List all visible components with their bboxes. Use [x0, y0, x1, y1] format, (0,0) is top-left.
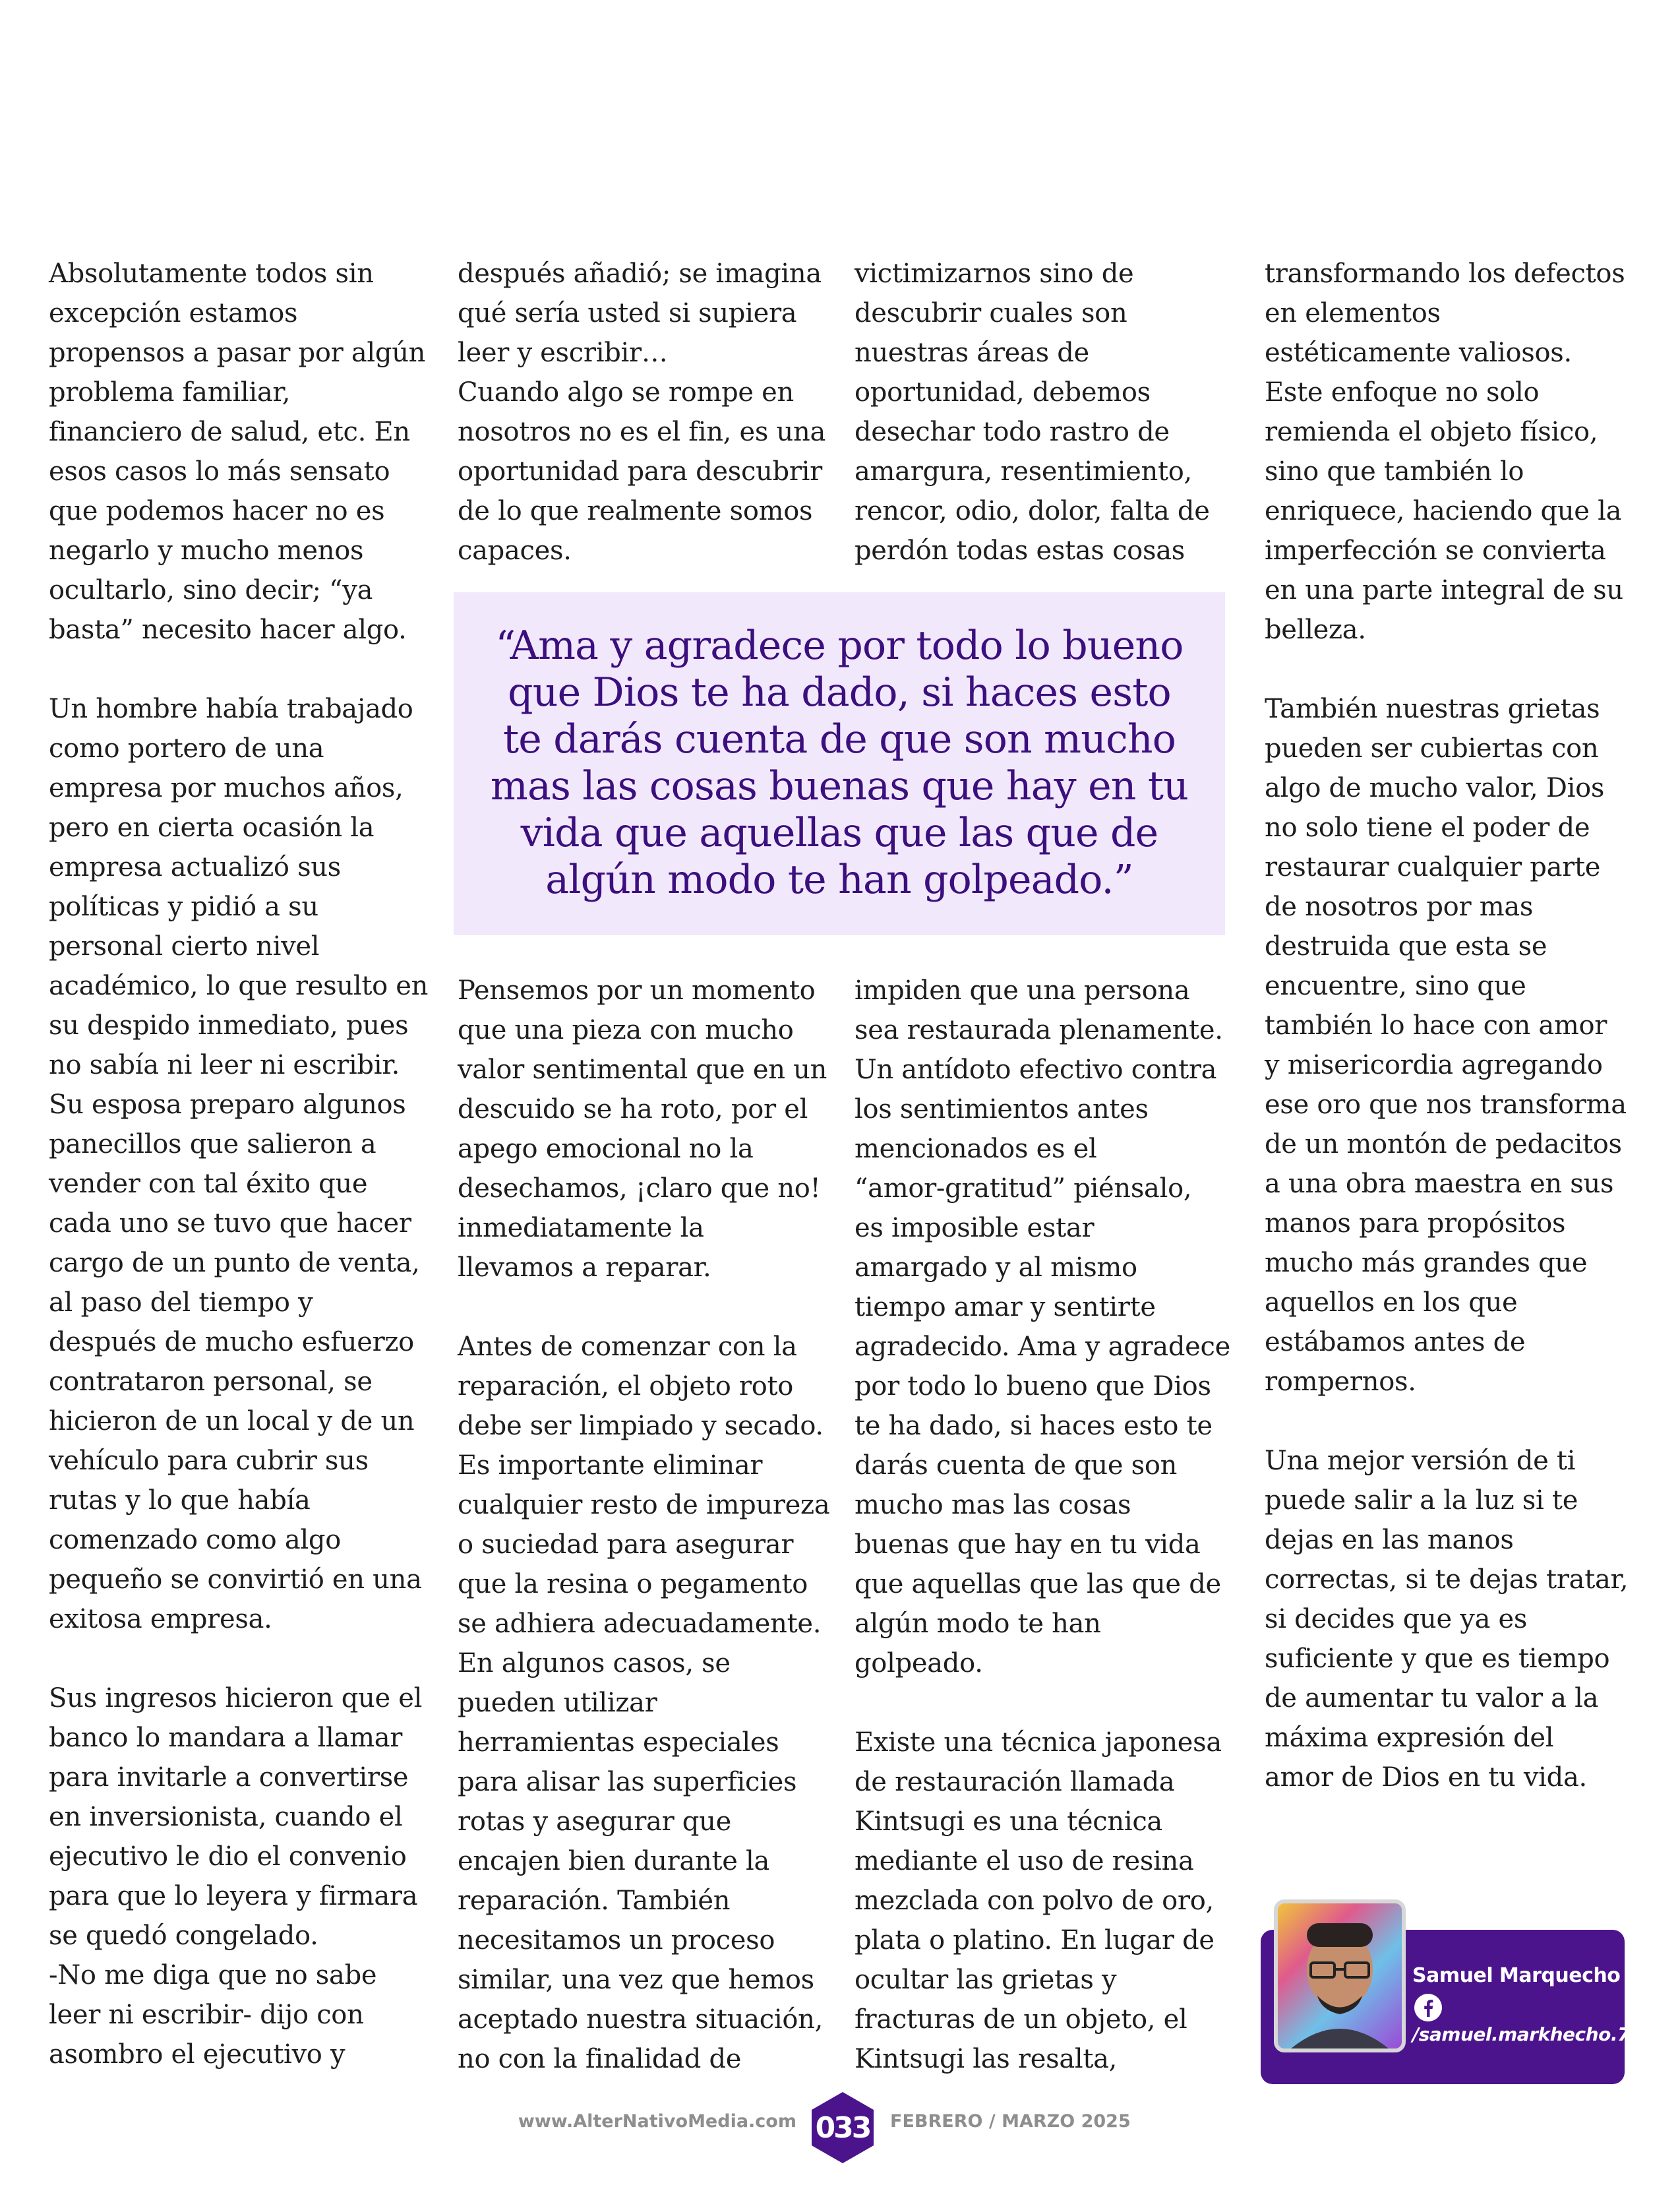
text-line: victimizarnos sino de — [855, 259, 1134, 289]
text-line: rotas y asegurar que — [458, 1806, 731, 1837]
text-line: Absolutamente todos sin — [49, 259, 374, 289]
text-line: restaurar cualquier parte — [1265, 852, 1601, 882]
text-line: darás cuenta de que son — [855, 1450, 1178, 1481]
text-line: Kintsugi es una técnica — [855, 1806, 1162, 1837]
text-line: pero en cierta ocasión la — [49, 813, 375, 843]
text-line: panecillos que salieron a — [49, 1129, 376, 1159]
paragraph — [1265, 689, 1640, 1402]
text-line: reparación, el objeto roto — [458, 1371, 794, 1402]
text-line: se adhiera adecuadamente. — [458, 1609, 822, 1639]
text-line: correctas, si te dejas tratar, — [1265, 1564, 1629, 1595]
text-line: para que lo leyera y firmara — [49, 1881, 418, 1911]
text-line: rencor, odio, dolor, falta de — [855, 496, 1210, 526]
text-line: descubrir cuales son — [855, 298, 1127, 328]
article-column-2-bottom — [458, 971, 833, 2079]
facebook-icon[interactable] — [1414, 1993, 1443, 2022]
text-line: exitosa empresa. — [49, 1604, 272, 1634]
text-line: después añadió; se imagina — [458, 259, 822, 289]
text-line: ocultar las grietas y — [855, 1965, 1117, 1995]
text-line: nuestras áreas de — [855, 338, 1089, 368]
text-line: vender con tal éxito que — [49, 1169, 368, 1199]
text-line: te darás cuenta de que son mucho — [502, 716, 1176, 762]
paragraph — [49, 254, 425, 650]
author-avatar — [1274, 1899, 1406, 2052]
text-line: de nosotros por mas — [1265, 892, 1534, 922]
text-line: mezclada con polvo de oro, — [855, 1886, 1214, 1916]
text-line: o suciedad para asegurar — [458, 1529, 794, 1560]
text-line: que aquellas que las que de — [855, 1569, 1221, 1599]
text-line: En algunos casos, se — [458, 1648, 731, 1679]
text-line: mucho mas las cosas — [855, 1490, 1131, 1520]
text-line: encajen bien durante la — [458, 1846, 770, 1876]
text-line: y misericordia agregando — [1265, 1050, 1603, 1080]
text-line: hicieron de un local y de un — [49, 1406, 415, 1436]
text-line: propensos a pasar por algún — [49, 338, 426, 368]
text-line: asombro el ejecutivo y — [49, 2039, 345, 2070]
text-line: algo de mucho valor, Dios — [1265, 773, 1605, 803]
text-line: tiempo amar y sentirte — [855, 1292, 1156, 1322]
text-line: mencionados es el — [855, 1134, 1097, 1164]
text-line: buenas que hay en tu vida — [855, 1529, 1201, 1560]
paragraph — [49, 689, 429, 1639]
text-line: apego emocional no la — [458, 1134, 754, 1164]
pull-quote-box — [454, 592, 1225, 935]
text-line: amargado y al mismo — [855, 1252, 1137, 1283]
text-line: personal cierto nivel — [49, 931, 320, 962]
text-line: pueden utilizar — [458, 1688, 657, 1718]
text-line: estábamos antes de — [1265, 1327, 1526, 1357]
text-line: a una obra maestra en sus — [1265, 1169, 1614, 1199]
text-line: “amor-gratitud” piénsalo, — [855, 1173, 1192, 1204]
text-line: te ha dado, si haces esto te — [855, 1411, 1213, 1441]
article-column-2-top — [458, 254, 833, 570]
text-line: destruida que esta se — [1265, 931, 1547, 962]
text-line: cada uno se tuvo que hacer — [49, 1208, 411, 1239]
article-column-4 — [1265, 254, 1640, 1797]
text-line: Es importante eliminar — [458, 1450, 763, 1481]
paragraph — [855, 1723, 1230, 2079]
text-line: Su esposa preparo algunos — [49, 1090, 406, 1120]
text-line: problema familiar, — [49, 377, 291, 408]
text-line: nosotros no es el fin, es una — [458, 417, 825, 447]
issue-date: FEBRERO / MARZO 2025 — [890, 2111, 1131, 2132]
text-line: que Dios te ha dado, si haces esto — [508, 669, 1171, 716]
footer-website[interactable]: www.AlterNativoMedia.com — [518, 2111, 796, 2132]
text-line: comenzado como algo — [49, 1525, 342, 1555]
paragraph — [458, 971, 833, 1287]
text-line: pueden ser cubiertas con — [1265, 733, 1599, 764]
text-line: mediante el uso de resina — [855, 1846, 1194, 1876]
text-line: leer ni escribir- dijo con — [49, 2000, 364, 2030]
text-line: en una parte integral de su — [1265, 575, 1623, 605]
text-line: Una mejor versión de ti — [1265, 1446, 1576, 1476]
author-name: Samuel Marquecho — [1412, 1964, 1621, 1987]
article-column-3-top — [855, 254, 1230, 570]
text-line: empresa actualizó sus — [49, 852, 341, 882]
text-line: excepción estamos — [49, 298, 298, 328]
paragraph — [1265, 1441, 1640, 1797]
text-line: llevamos a reparar. — [458, 1252, 711, 1283]
text-line: valor sentimental que en un — [458, 1055, 827, 1085]
text-line: -No me diga que no sabe — [49, 1960, 377, 1990]
text-line: después de mucho esfuerzo — [49, 1327, 414, 1357]
text-line: en inversionista, cuando el — [49, 1802, 403, 1832]
text-line: manos para propósitos — [1265, 1208, 1566, 1239]
text-line: enriquece, haciendo que la — [1265, 496, 1622, 526]
text-line: que la resina o pegamento — [458, 1569, 808, 1599]
text-line: Sus ingresos hicieron que el — [49, 1683, 423, 1713]
text-line: contrataron personal, se — [49, 1367, 373, 1397]
text-line: no sabía ni leer ni escribir. — [49, 1050, 400, 1080]
text-line: es imposible estar — [855, 1213, 1095, 1243]
text-line: ese oro que nos transforma — [1265, 1090, 1627, 1120]
text-line: remienda el objeto físico, — [1265, 417, 1598, 447]
text-line: impiden que una persona — [855, 975, 1190, 1006]
text-line: leer y escribir… — [458, 338, 668, 368]
paragraph — [1265, 254, 1640, 650]
text-line: Un antídoto efectivo contra — [855, 1055, 1217, 1085]
author-social-handle[interactable]: /samuel.markhecho.77 — [1412, 2023, 1642, 2045]
text-line: similar, una vez que hemos — [458, 1965, 814, 1995]
text-line: no solo tiene el poder de — [1265, 813, 1590, 843]
text-line: Este enfoque no solo — [1265, 377, 1540, 408]
paragraph — [458, 254, 833, 570]
text-line: de aumentar tu valor a la — [1265, 1683, 1599, 1713]
text-line: que podemos hacer no es — [49, 496, 385, 526]
text-line: Cuando algo se rompe en — [458, 377, 794, 408]
text-line: su despido inmediato, pues — [49, 1010, 409, 1041]
paragraph — [49, 1679, 425, 2074]
text-line: Pensemos por un momento — [458, 975, 816, 1006]
text-line: descuido se ha roto, por el — [458, 1094, 808, 1124]
text-line: máxima expresión del — [1265, 1723, 1554, 1753]
text-line: desechar todo rastro de — [855, 417, 1170, 447]
text-line: oportunidad, debemos — [855, 377, 1151, 408]
text-line: en elementos — [1265, 298, 1441, 328]
text-line: también lo hace con amor — [1265, 1010, 1607, 1041]
text-line: qué sería usted si supiera — [458, 298, 797, 328]
text-line: aquellos en los que — [1265, 1287, 1518, 1318]
text-line: golpeado. — [855, 1648, 983, 1679]
text-line: ocultarlo, sino decir; “ya — [49, 575, 373, 605]
text-line: fracturas de un objeto, el — [855, 2004, 1187, 2035]
text-line: académico, lo que resulto en — [49, 971, 429, 1001]
text-line: aceptado nuestra situación, — [458, 2004, 823, 2035]
article-column-1 — [49, 254, 429, 2074]
text-line: mucho más grandes que — [1265, 1248, 1588, 1278]
text-line: estéticamente valiosos. — [1265, 338, 1572, 368]
text-line: por todo lo bueno que Dios — [855, 1371, 1211, 1402]
text-line: desechamos, ¡claro que no! — [458, 1173, 821, 1204]
page-number: 033 — [815, 2110, 870, 2145]
pull-quote-text — [454, 623, 1225, 904]
text-line: transformando los defectos — [1265, 259, 1625, 289]
text-line: amor de Dios en tu vida. — [1265, 1762, 1587, 1793]
paragraph — [458, 1327, 833, 2079]
text-line: basta” necesito hacer algo. — [49, 615, 407, 645]
text-line: También nuestras grietas — [1265, 694, 1600, 724]
text-line: ejecutivo le dio el convenio — [49, 1841, 407, 1872]
text-line: para alisar las superficies — [458, 1767, 797, 1797]
paragraph — [855, 254, 1230, 570]
text-line: algún modo te han golpeado.” — [545, 857, 1133, 903]
text-line: herramientas especiales — [458, 1727, 779, 1758]
text-line: pequeño se convirtió en una — [49, 1564, 422, 1595]
text-line: financiero de salud, etc. En — [49, 417, 410, 447]
text-line: amargura, resentimiento, — [855, 456, 1192, 487]
text-line: reparación. También — [458, 1886, 731, 1916]
text-line: sea restaurada plenamente. — [855, 1015, 1223, 1045]
text-line: capaces. — [458, 536, 572, 566]
text-line: “Ama y agradece por todo lo bueno — [495, 623, 1184, 669]
text-line: encuentre, sino que — [1265, 971, 1526, 1001]
text-line: imperfección se convierta — [1265, 536, 1606, 566]
text-line: plata o platino. En lugar de — [855, 1925, 1215, 1956]
text-line: belleza. — [1265, 615, 1366, 645]
article-column-3-bottom — [855, 971, 1230, 2079]
text-line: no con la finalidad de — [458, 2044, 742, 2074]
text-line: perdón todas estas cosas — [855, 536, 1185, 566]
text-line: mas las cosas buenas que hay en tu — [490, 763, 1189, 809]
paragraph — [855, 971, 1230, 1683]
text-line: puede salir a la luz si te — [1265, 1485, 1578, 1516]
text-line: agradecido. Ama y agradece — [855, 1332, 1230, 1362]
text-line: debe ser limpiado y secado. — [458, 1411, 824, 1441]
text-line: sino que también lo — [1265, 456, 1524, 487]
text-line: esos casos lo más sensato — [49, 456, 390, 487]
text-line: de lo que realmente somos — [458, 496, 813, 526]
text-line: se quedó congelado. — [49, 1921, 318, 1951]
text-line: Kintsugi las resalta, — [855, 2044, 1118, 2074]
text-line: Un hombre había trabajado — [49, 694, 413, 724]
text-line: Antes de comenzar con la — [458, 1332, 797, 1362]
text-line: cualquier resto de impureza — [458, 1490, 830, 1520]
text-line: si decides que ya es — [1265, 1604, 1528, 1634]
text-line: Existe una técnica japonesa — [855, 1727, 1222, 1758]
text-line: banco lo mandara a llamar — [49, 1723, 403, 1753]
text-line: que una pieza con mucho — [458, 1015, 794, 1045]
text-line: vehículo para cubrir sus — [49, 1446, 369, 1476]
text-line: empresa por muchos años, — [49, 773, 404, 803]
text-line: dejas en las manos — [1265, 1525, 1514, 1555]
text-line: algún modo te han — [855, 1609, 1101, 1639]
text-line: de un montón de pedacitos — [1265, 1129, 1622, 1159]
text-line: políticas y pidió a su — [49, 892, 318, 922]
text-line: inmediatamente la — [458, 1213, 704, 1243]
text-line: de restauración llamada — [855, 1767, 1175, 1797]
text-line: oportunidad para descubrir — [458, 456, 823, 487]
text-line: para invitarle a convertirse — [49, 1762, 409, 1793]
text-line: rutas y lo que había — [49, 1485, 311, 1516]
text-line: suficiente y que es tiempo — [1265, 1644, 1610, 1674]
text-line: al paso del tiempo y — [49, 1287, 313, 1318]
text-line: vida que aquellas que las que de — [520, 810, 1158, 856]
text-line: los sentimientos antes — [855, 1094, 1149, 1124]
text-line: necesitamos un proceso — [458, 1925, 775, 1956]
text-line: como portero de una — [49, 733, 324, 764]
avatar-portrait-icon — [1278, 1903, 1402, 2048]
text-line: cargo de un punto de venta, — [49, 1248, 420, 1278]
text-line: rompernos. — [1265, 1367, 1416, 1397]
text-line: negarlo y mucho menos — [49, 536, 364, 566]
